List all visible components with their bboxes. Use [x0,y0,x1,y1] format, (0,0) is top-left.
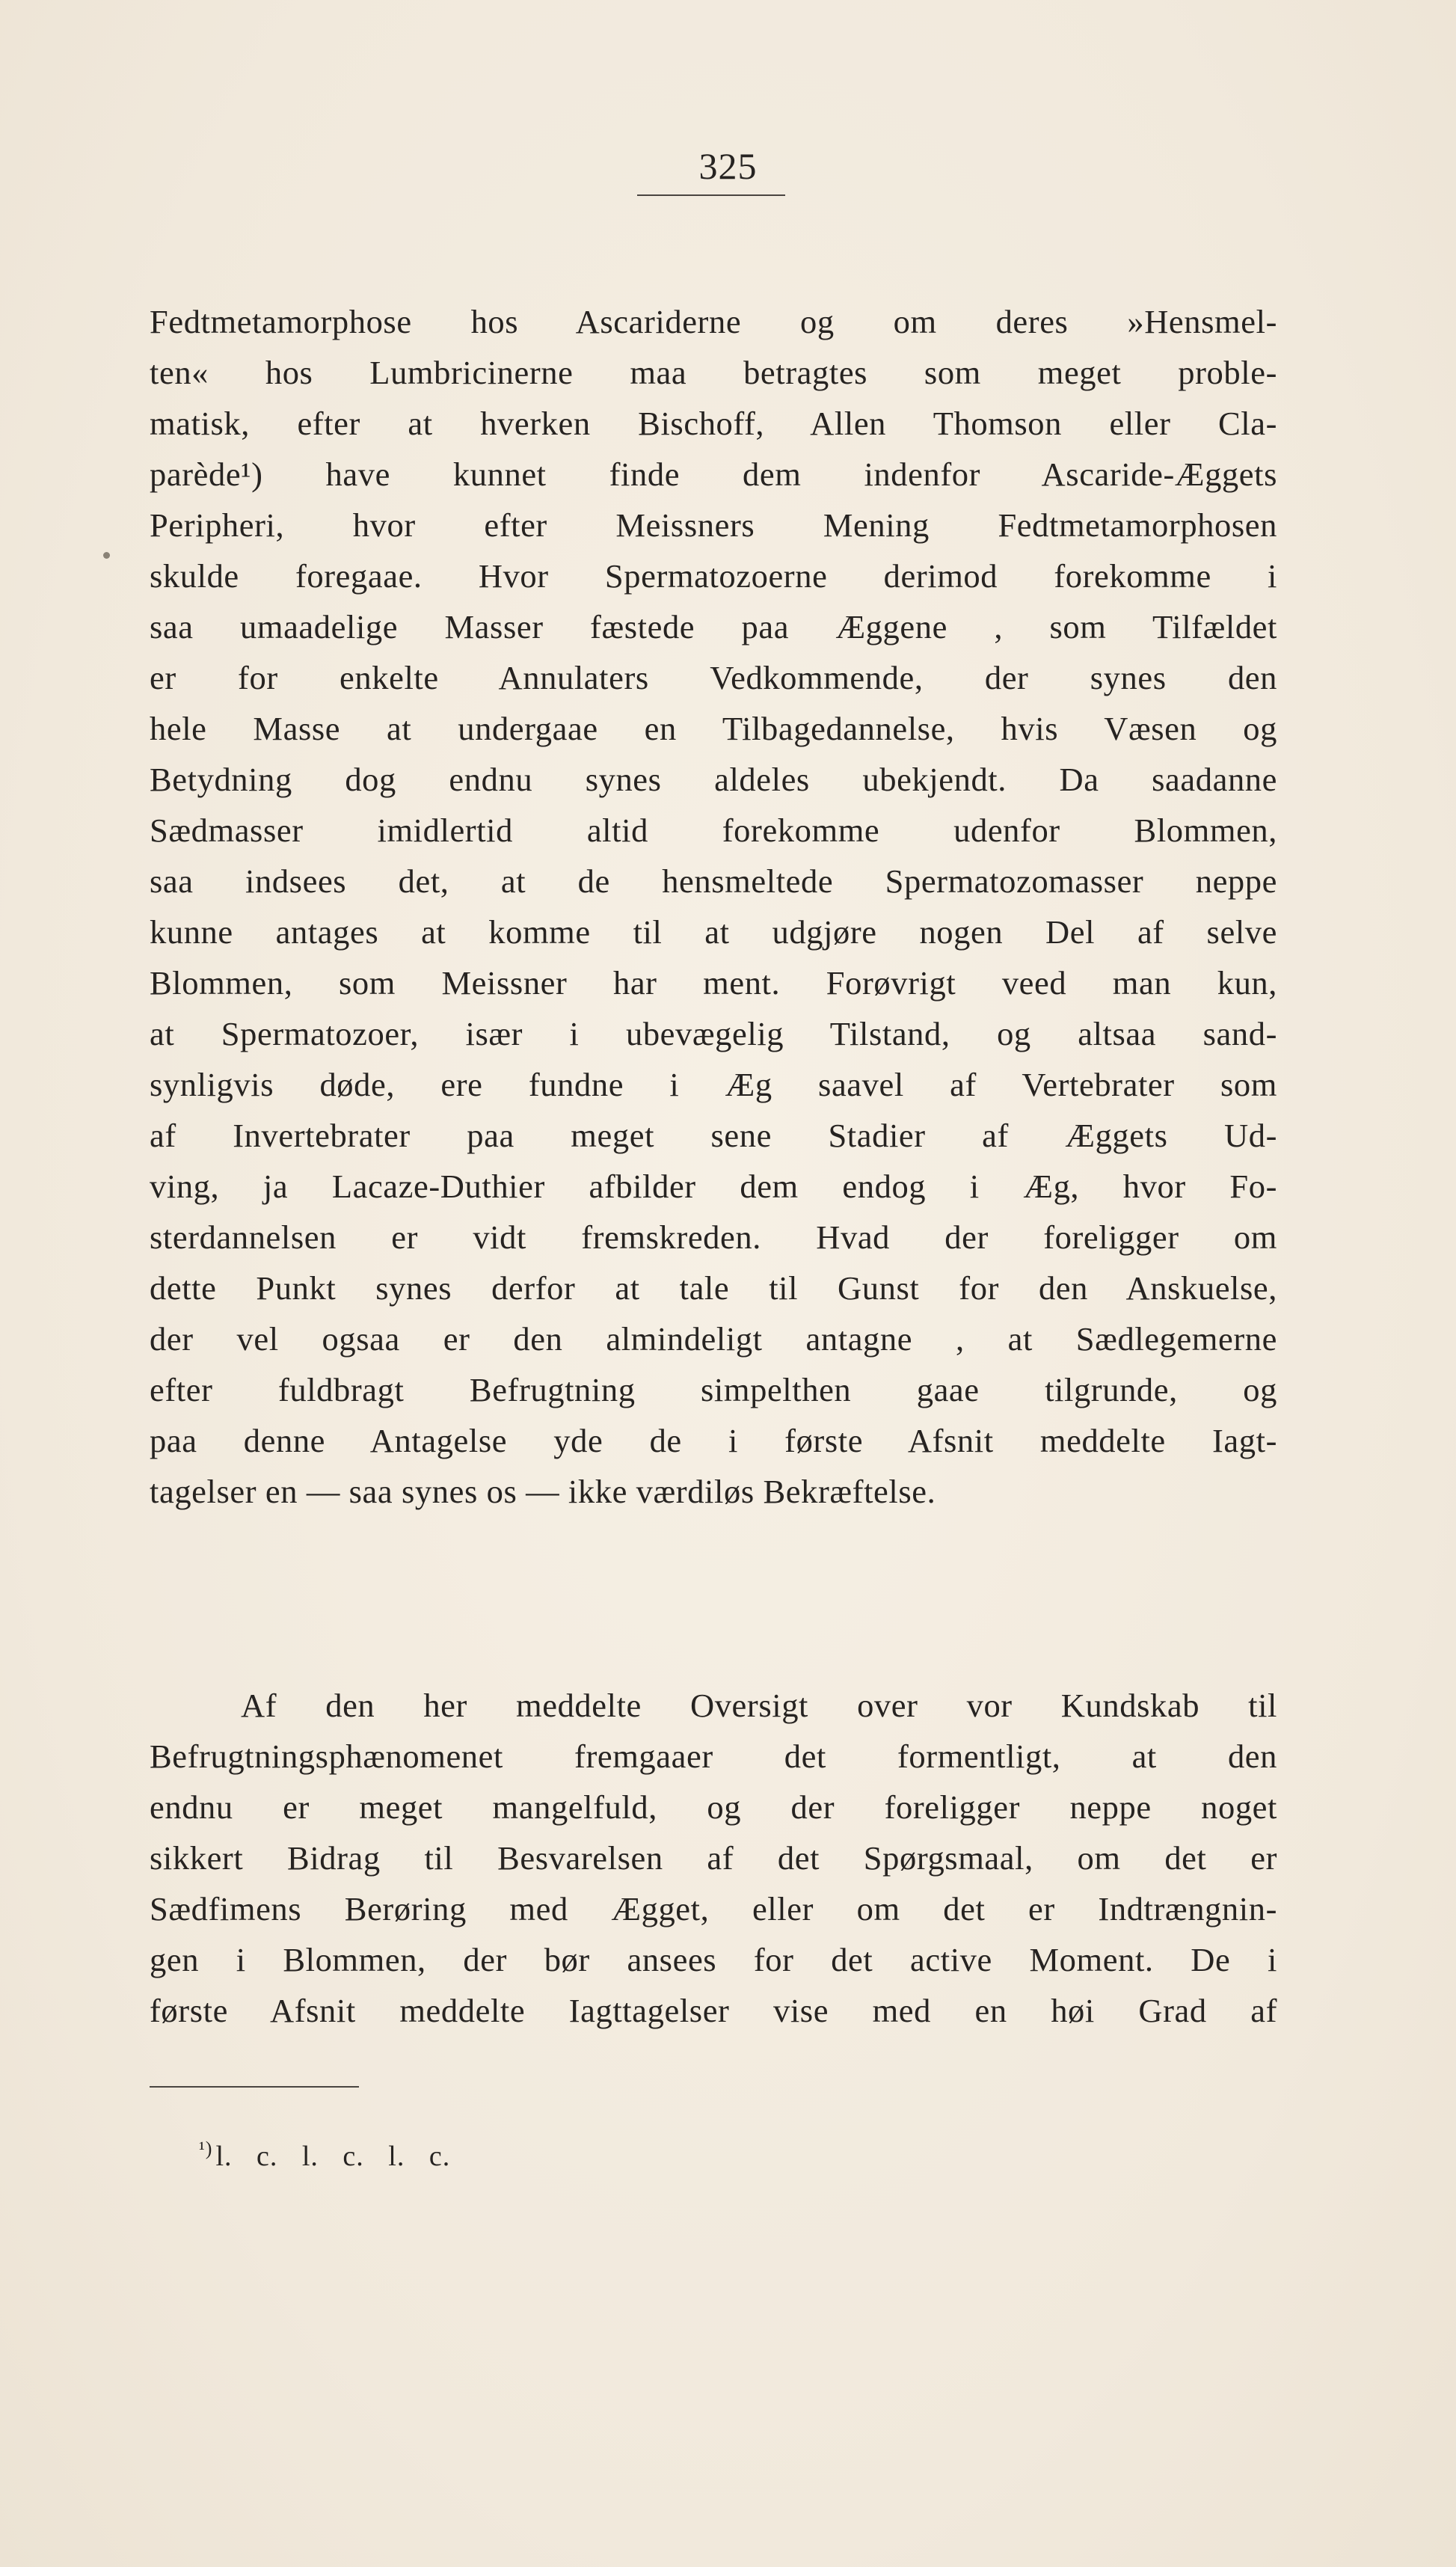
text-line: saa indsees det, at de hensmeltede Spermatozomasser neppe [150,862,1277,900]
text-line: saa umaadelige Masser fæstede paa Æggene , som Tilfældet [150,608,1277,645]
text-line: Blommen, som Meissner har ment. Forøvrigt veed man kun, [150,964,1277,1002]
footnote-rule [150,2086,359,2088]
footnote [199,2130,450,2175]
text-line: tagelser en — saa synes os — ikke værdiløs Bekræftelse. [150,1473,936,1510]
text-line: Peripheri, hvor efter Meissners Mening Fedtmetamorphosen [150,506,1277,544]
footnote-marker: ¹) [199,2138,213,2159]
text-line: skulde foregaae. Hvor Spermatozoerne derimod forekomme i [150,557,1277,595]
text-line: hele Masse at undergaae en Tilbagedannelse, hvis Væsen og [150,710,1277,747]
text-line: efter fuldbragt Befrugtning simpelthen gaae tilgrunde, og [150,1371,1277,1408]
text-line: at Spermatozoer, især i ubevægelig Tilstand, og altsaa sand- [150,1015,1277,1052]
text-line: første Afsnit meddelte Iagttagelser vise med en høi Grad af [150,1992,1277,2029]
page-number-rule [637,194,785,196]
paragraph-1 [150,296,1277,1517]
text-line: kunne antages at komme til at udgjøre nogen Del af selve [150,913,1277,951]
text-line: af Invertebrater paa meget sene Stadier af Æggets Ud- [150,1117,1277,1154]
text-line: dette Punkt synes derfor at tale til Gunst for den Anskuelse, [150,1269,1277,1307]
text-line: er for enkelte Annulaters Vedkommende, der synes den [150,659,1277,696]
text-line: matisk, efter at hverken Bischoff, Allen Thomson eller Cla- [150,405,1277,442]
text-line: ten« hos Lumbricinerne maa betragtes som meget proble- [150,354,1277,391]
text-line: sterdannelsen er vidt fremskreden. Hvad der foreligger om [150,1218,1277,1256]
text-line: Betydning dog endnu synes aldeles ubekjendt. Da saadanne [150,761,1277,798]
text-line: Sædfimens Berøring med Ægget, eller om det er Indtrængnin- [150,1890,1277,1927]
text-line: synligvis døde, ere fundne i Æg saavel af Vertebrater som [150,1066,1277,1103]
text-line: Fedtmetamorphose hos Ascariderne og om deres »Hensmel- [150,303,1277,340]
text-line: Befrugtningsphænomenet fremgaaer det formentligt, at den [150,1738,1277,1775]
text-line: Af den her meddelte Oversigt over vor Kundskab til [241,1687,1277,1724]
text-line: ving, ja Lacaze-Duthier afbilder dem endog i Æg, hvor Fo- [150,1168,1277,1205]
text-line: endnu er meget mangelfuld, og der foreligger neppe noget [150,1788,1277,1826]
text-line: gen i Blommen, der bør ansees for det active Moment. De i [150,1941,1277,1978]
text-line: der vel ogsaa er den almindeligt antagne , at Sædlegemerne [150,1320,1277,1358]
text-line: paa denne Antagelse yde de i første Afsnit meddelte Iagt- [150,1422,1277,1459]
page-number: 325 [698,145,758,187]
paragraph-2 [150,1680,1277,2036]
text-line: Sædmasser imidlertid altid forekomme udenfor Blommen, [150,812,1277,849]
text-line: sikkert Bidrag til Besvarelsen af det Spørgsmaal, om det er [150,1839,1277,1877]
footnote-text: l. c. l. c. l. c. [215,2141,451,2172]
paper-speck [103,552,110,559]
text-line: parède¹) have kunnet finde dem indenfor Ascaride-Æggets [150,456,1277,493]
